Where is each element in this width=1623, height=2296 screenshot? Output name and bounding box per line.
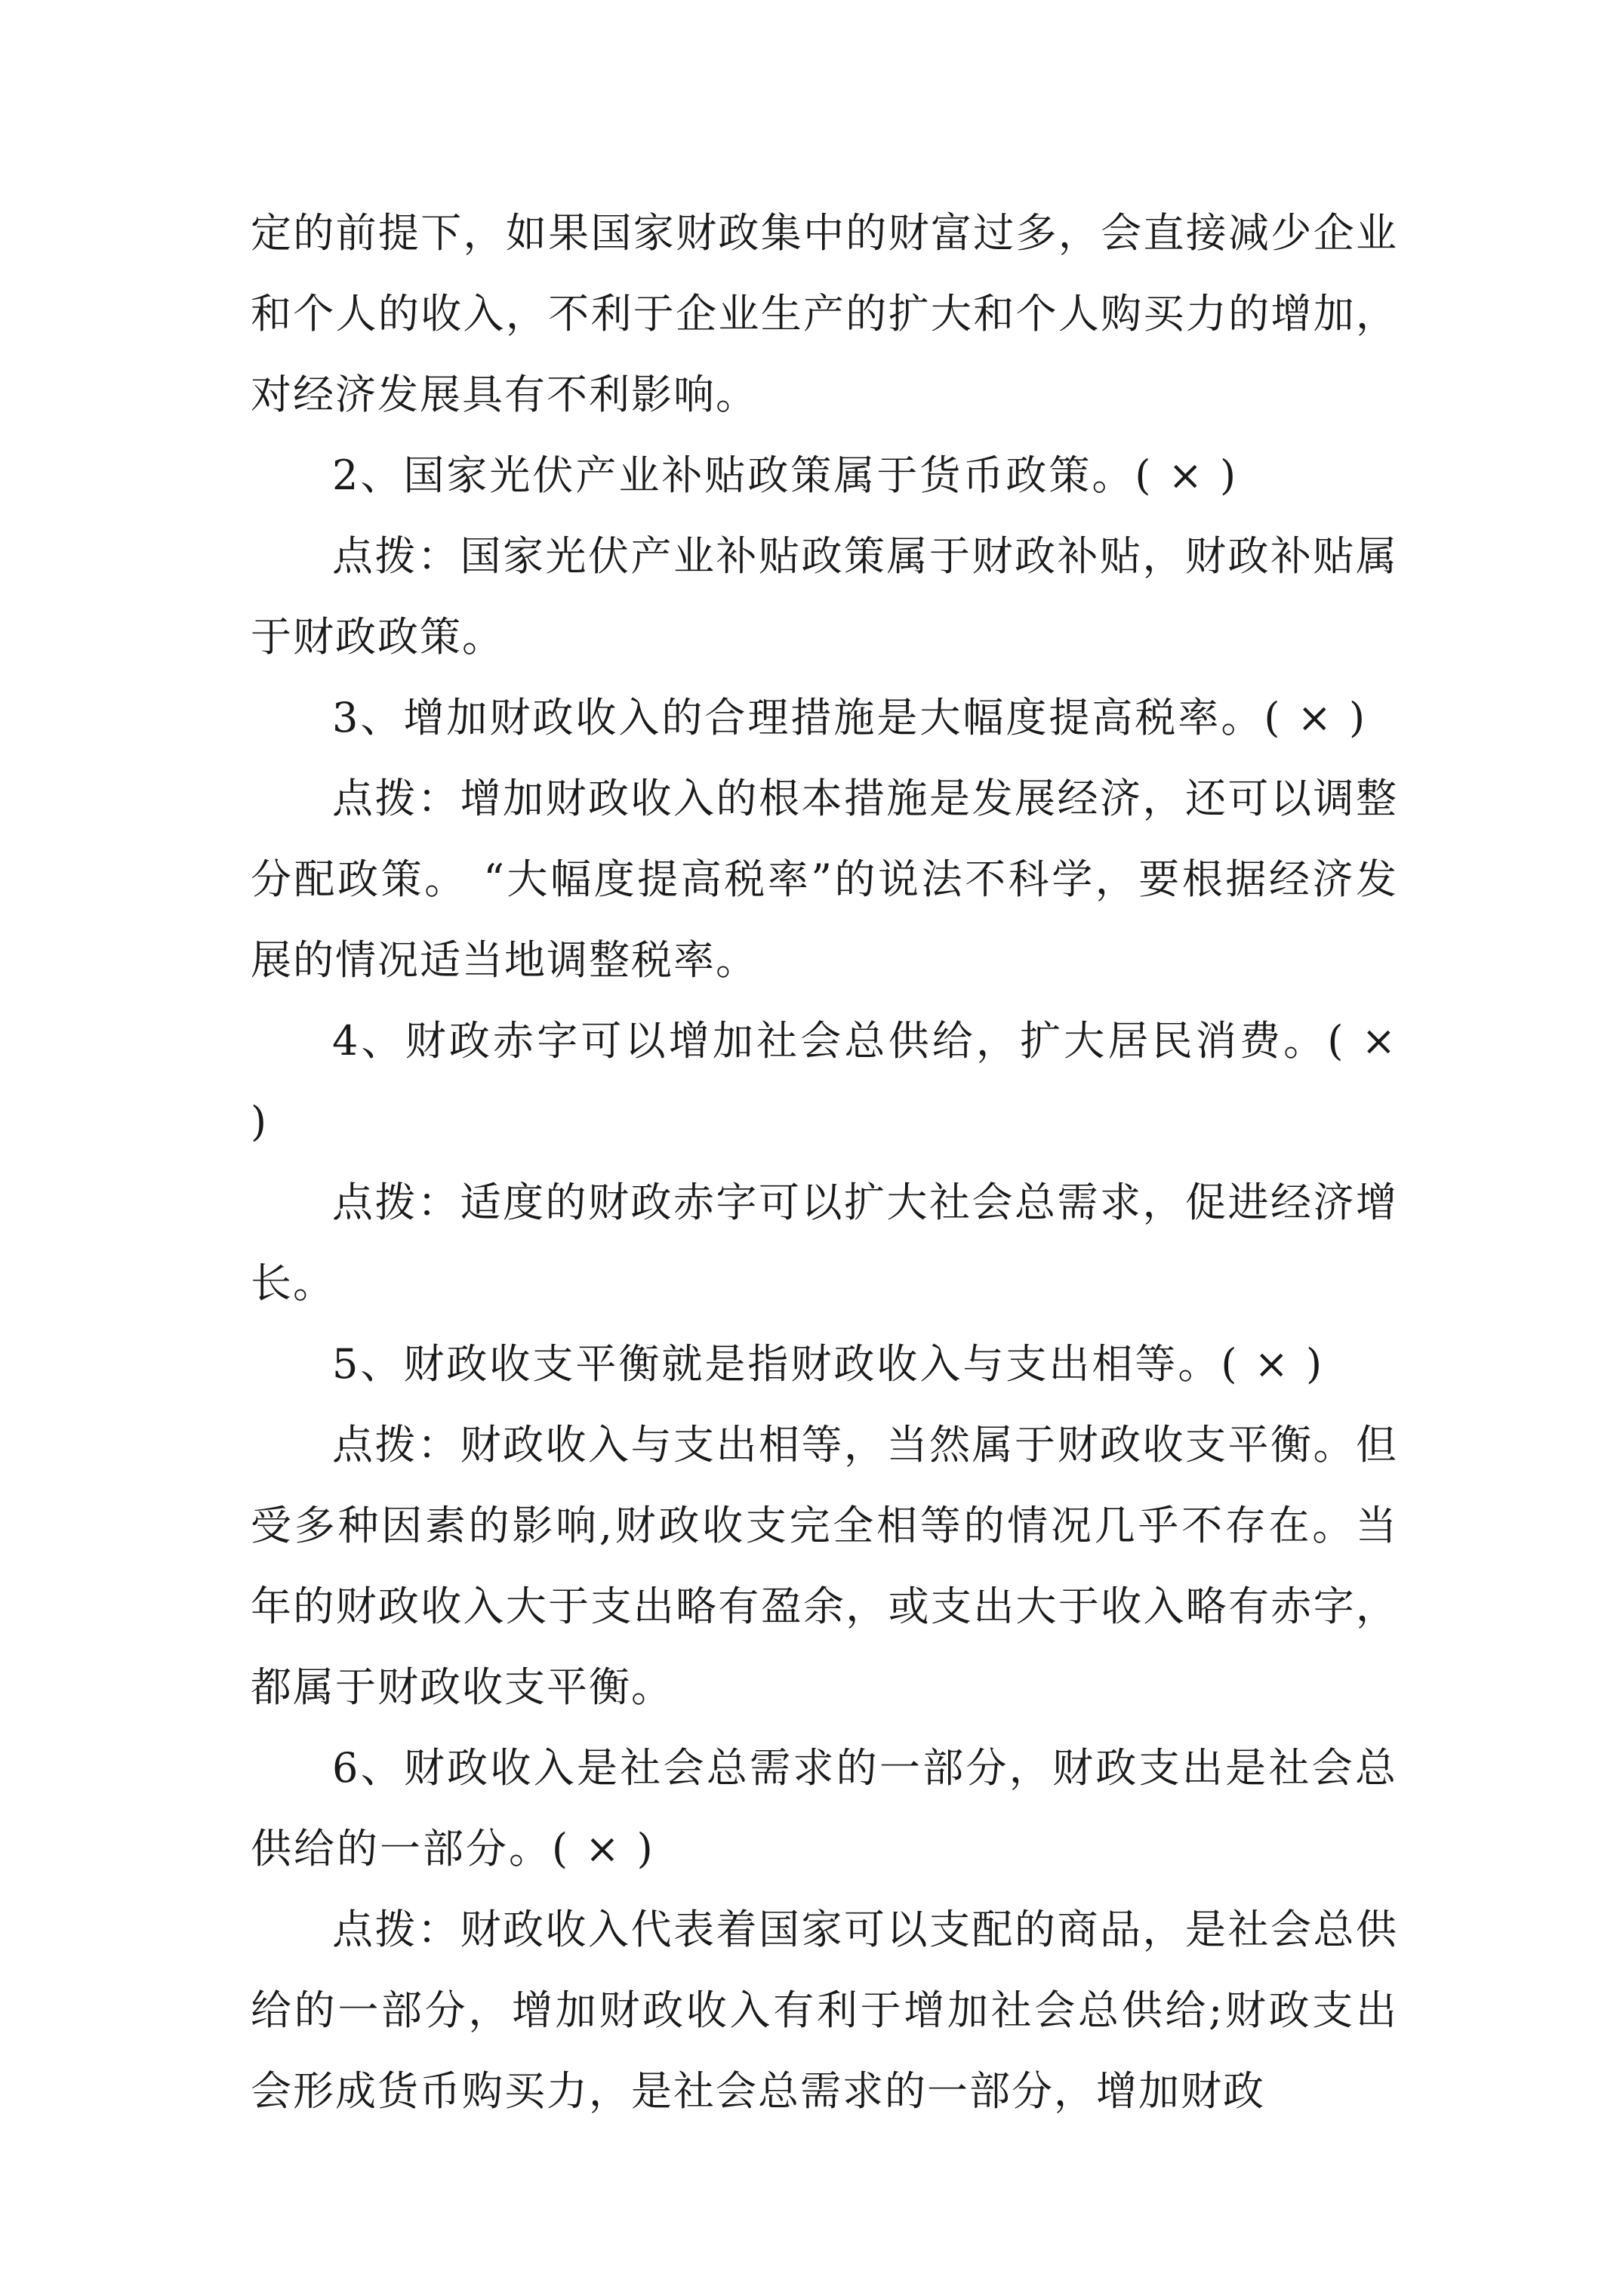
question-6: 6、财政收入是社会总需求的一部分，财政支出是社会总供给的一部分。( × ) — [251, 1744, 1398, 1872]
explanation-3: 点拨：增加财政收入的根本措施是发展经济，还可以调整分配政策。 “大幅度提高税率”的说法不科学，要根据经济发展的情况适当地调整税率。 — [251, 775, 1398, 984]
document-body — [251, 193, 1398, 2131]
question-2: 2、国家光伏产业补贴政策属于货币政策。( × ) — [332, 451, 1239, 499]
explanation-2: 点拨：国家光伏产业补贴政策属于财政补贴，财政补贴属于财政政策。 — [251, 532, 1398, 661]
question-4: 4、财政赤字可以增加社会总供给，扩大居民消费。( × ) — [251, 1017, 1398, 1145]
explanation-4: 点拨：适度的财政赤字可以扩大社会总需求，促进经济增长。 — [251, 1179, 1398, 1307]
explanation-6: 点拨：财政收入代表着国家可以支配的商品，是社会总供给的一部分，增加财政收入有利于增加社会总供给;财政支出会形成货币购买力，是社会总需求的一部分，增加财政 — [251, 1906, 1398, 2115]
question-5: 5、财政收支平衡就是指财政收入与支出相等。( × ) — [332, 1340, 1325, 1388]
paragraph-continuation: 定的前提下，如果国家财政集中的财富过多，会直接减少企业和个人的收入，不利于企业生产的扩大和个人购买力的增加，对经济发展具有不利影响。 — [251, 209, 1398, 418]
explanation-5: 点拨：财政收入与支出相等，当然属于财政收支平衡。但受多种因素的影响,财政收支完全相等的情况几乎不存在。当年的财政收入大于支出略有盈余，或支出大于收入略有赤字，都属于财政收支平衡。 — [251, 1421, 1398, 1711]
question-3: 3、增加财政收入的合理措施是大幅度提高税率。( × ) — [332, 694, 1368, 741]
